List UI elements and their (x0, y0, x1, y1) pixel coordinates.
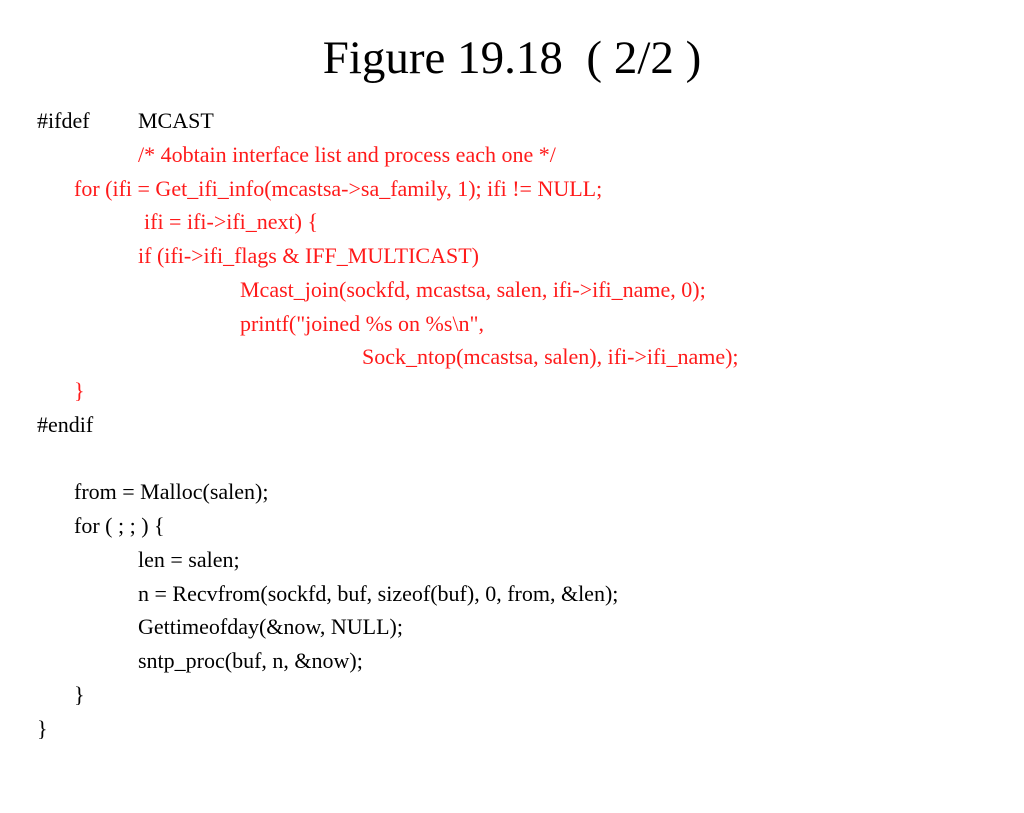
code-text: sntp_proc(buf, n, &now); (138, 648, 363, 673)
code-directive: #endif (37, 411, 94, 437)
code-text: printf("joined %s on %s\n", (240, 310, 485, 336)
code-line (37, 205, 1007, 239)
code-text: } (74, 378, 85, 403)
code-text: ifi = ifi->ifi_next) { (144, 209, 319, 235)
code-text: Sock_ntop(mcastsa, salen), ifi->ifi_name); (362, 344, 739, 370)
code-text: } (37, 715, 48, 741)
code-line (37, 273, 1007, 307)
code-text: n = Recvfrom(sockfd, buf, sizeof(buf), 0, from, &len); (138, 580, 619, 606)
code-text: len = salen; (138, 546, 240, 572)
code-text: for (ifi = Get_ifi_info(mcastsa->sa_family, 1); ifi != NULL; (74, 175, 603, 201)
slide-title: Figure 19.18 ( 2/2 ) (322, 32, 702, 84)
code-line (37, 408, 1007, 442)
code-line (37, 543, 1007, 577)
code-line (37, 712, 1007, 746)
code-line (37, 475, 1007, 509)
code-listing (37, 104, 1007, 745)
code-line (37, 172, 1007, 206)
code-line (37, 104, 1007, 138)
code-line (37, 644, 1007, 678)
code-directive: #ifdef (37, 108, 90, 133)
code-line (37, 509, 1007, 543)
code-text: from = Malloc(salen); (74, 479, 269, 505)
code-comment: /* 4obtain interface list and process each one */ (138, 141, 556, 167)
code-text: Mcast_join(sockfd, mcastsa, salen, ifi->ifi_name, 0); (240, 276, 706, 302)
code-text: } (74, 681, 85, 707)
code-line (37, 577, 1007, 611)
code-line-blank (37, 442, 1007, 476)
code-text: if (ifi->ifi_flags & IFF_MULTICAST) (138, 243, 479, 268)
code-line (37, 239, 1007, 273)
code-line (37, 340, 1007, 374)
code-macro-name: MCAST (138, 108, 214, 133)
code-text: Gettimeofday(&now, NULL); (138, 614, 403, 640)
code-text: for ( ; ; ) { (74, 513, 165, 538)
code-line (37, 374, 1007, 408)
code-line (37, 307, 1007, 341)
code-line (37, 610, 1007, 644)
code-line (37, 678, 1007, 712)
code-line (37, 138, 1007, 172)
